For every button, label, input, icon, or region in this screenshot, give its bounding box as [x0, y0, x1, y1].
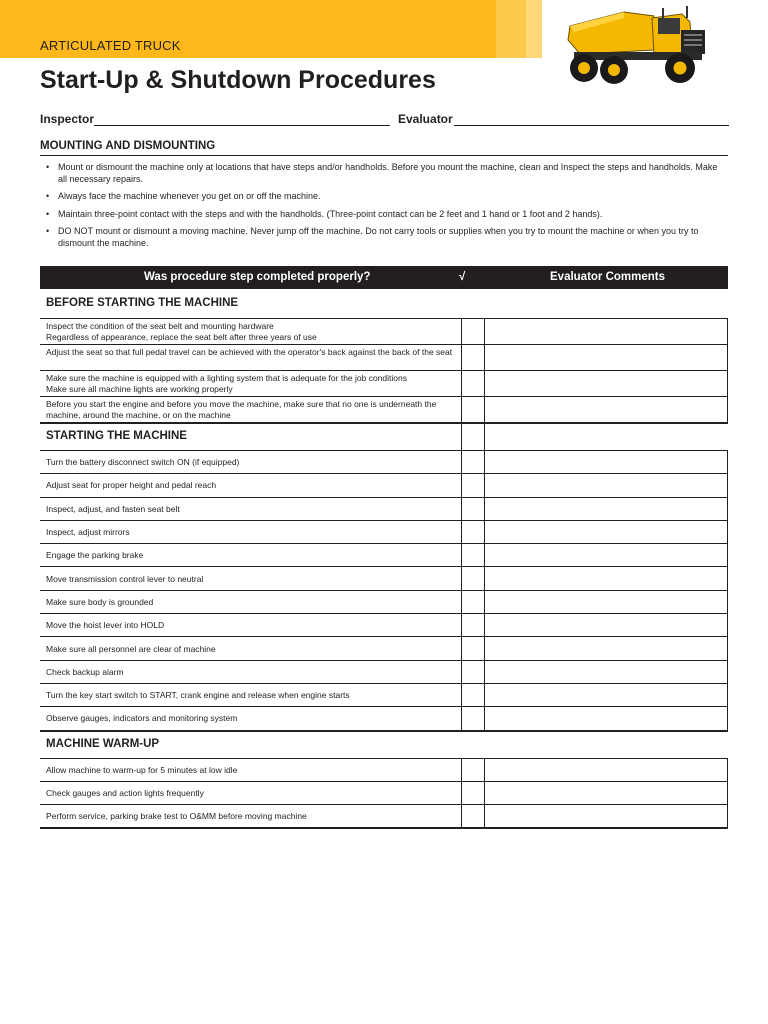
completed-checkbox[interactable] [462, 637, 484, 659]
evaluator-comments-field[interactable] [485, 451, 727, 473]
table-row [40, 396, 728, 422]
evaluator-comments-field[interactable] [485, 319, 727, 344]
procedure-step: Engage the parking brake [46, 550, 144, 561]
evaluator-label: Evaluator [398, 112, 453, 126]
completed-checkbox[interactable] [462, 782, 484, 804]
table-row [40, 758, 728, 781]
procedure-step: Adjust seat for proper height and pedal reach [46, 480, 217, 491]
column-header-check: √ [459, 271, 466, 283]
evaluator-comments-field[interactable] [485, 371, 727, 396]
evaluator-comments-field[interactable] [485, 614, 727, 636]
bullet-dot-icon: • [46, 162, 50, 172]
inspector-label: Inspector [40, 112, 95, 126]
bullet-dot-icon: • [46, 191, 50, 201]
evaluator-comments-field[interactable] [485, 661, 727, 683]
page-title: Start-Up & Shutdown Procedures [40, 66, 436, 94]
completed-checkbox[interactable] [462, 567, 484, 589]
header-stripe [526, 0, 542, 58]
procedure-step: Inspect the condition of the seat belt and mounting hardware Regardless of appearance, replace the seat belt after three years of use [46, 321, 317, 342]
procedure-step: Move the hoist lever into HOLD [46, 619, 165, 630]
completed-checkbox[interactable] [462, 684, 484, 706]
bullet-item: • Always face the machine whenever you get on or off the machine. [46, 191, 321, 201]
procedure-step: Allow machine to warm-up for 5 minutes at low idle [46, 764, 238, 775]
table-row [40, 781, 728, 804]
bullet-item: • Mount or dismount the machine only at locations that have steps and/or handholds. Before you mount the machine, clean and Inspect the steps and handholds. Make all necessary repairs. [46, 162, 718, 184]
completed-checkbox[interactable] [462, 397, 484, 422]
evaluator-comments-field[interactable] [485, 805, 727, 827]
table-row [40, 473, 728, 496]
completed-checkbox[interactable] [462, 345, 484, 370]
section-heading-mounting: MOUNTING AND DISMOUNTING [40, 140, 728, 156]
checklist-header [40, 266, 728, 289]
table-row [40, 497, 728, 520]
evaluator-field[interactable] [454, 125, 729, 126]
table-row [40, 590, 728, 613]
table-row [40, 543, 728, 566]
evaluator-comments-field[interactable] [485, 544, 727, 566]
procedure-step: Make sure body is grounded [46, 596, 154, 607]
procedure-step: Turn the battery disconnect switch ON (if equipped) [46, 456, 240, 467]
evaluator-comments-field[interactable] [485, 707, 727, 729]
table-row [40, 318, 728, 344]
inspector-field[interactable] [94, 125, 390, 126]
evaluator-comments-field[interactable] [485, 591, 727, 613]
bullet-item: • DO NOT mount or dismount a moving machine. Never jump off the machine. Do not carry tools or supplies when you try to mount the machine or when you try to dismount the machine. [46, 226, 699, 248]
evaluator-comments-field[interactable] [485, 345, 727, 370]
column-header-comments: Evaluator Comments [550, 271, 666, 283]
evaluator-comments-field[interactable] [485, 397, 727, 422]
completed-checkbox[interactable] [462, 661, 484, 683]
checklist-warmup [40, 758, 728, 829]
completed-checkbox[interactable] [462, 371, 484, 396]
doc-category: ARTICULATED TRUCK [40, 38, 181, 53]
table-row [40, 520, 728, 543]
evaluator-comments-field[interactable] [485, 498, 727, 520]
evaluator-comments-field[interactable] [485, 684, 727, 706]
completed-checkbox[interactable] [462, 498, 484, 520]
procedure-step: Adjust the seat so that full pedal travel can be achieved with the operator's back against the back of the seat [46, 347, 453, 357]
completed-checkbox[interactable] [462, 451, 484, 473]
procedure-step: Inspect, adjust, and fasten seat belt [46, 503, 180, 514]
evaluator-comments-field[interactable] [485, 637, 727, 659]
procedure-step: Before you start the engine and before you move the machine, make sure that no one is underneath the machine, around the machine, or on the machine [46, 399, 437, 420]
column-header-question: Was procedure step completed properly? [144, 271, 371, 283]
section-title-starting: STARTING THE MACHINE [46, 430, 187, 442]
header-stripe [496, 0, 526, 58]
procedure-step: Make sure the machine is equipped with a lighting system that is adequate for the job conditions Make sure all machine lights are working properly [46, 373, 407, 394]
articulated-truck-icon [562, 4, 712, 88]
section-title-warmup: MACHINE WARM-UP [46, 738, 160, 750]
table-row [40, 370, 728, 396]
table-row [40, 706, 728, 729]
evaluator-comments-field[interactable] [485, 474, 727, 496]
checklist-before [40, 318, 728, 424]
table-row [40, 660, 728, 683]
section-title-before: BEFORE STARTING THE MACHINE [46, 297, 239, 309]
completed-checkbox[interactable] [462, 319, 484, 344]
table-row [40, 683, 728, 706]
signature-row [40, 110, 730, 130]
completed-checkbox[interactable] [462, 521, 484, 543]
evaluator-comments-field[interactable] [485, 782, 727, 804]
evaluator-comments-field[interactable] [485, 759, 727, 781]
bullet-dot-icon: • [46, 226, 50, 236]
procedure-step: Turn the key start switch to START, crank engine and release when engine starts [46, 689, 350, 700]
table-row [40, 566, 728, 589]
completed-checkbox[interactable] [462, 707, 484, 729]
completed-checkbox[interactable] [462, 805, 484, 827]
table-row [40, 636, 728, 659]
procedure-step: Move transmission control lever to neutral [46, 573, 204, 584]
procedure-step: Check gauges and action lights frequently [46, 787, 204, 798]
procedure-step: Inspect, adjust mirrors [46, 526, 130, 537]
procedure-step: Observe gauges, indicators and monitoring system [46, 713, 238, 724]
bullet-item: • Maintain three-point contact with the steps and with the handholds. (Three-point contact can be 2 feet and 1 hand or 1 foot and 2 hands). [46, 208, 603, 219]
table-row [40, 450, 728, 473]
completed-checkbox[interactable] [462, 474, 484, 496]
procedure-step: Make sure all personnel are clear of machine [46, 643, 216, 654]
procedure-step: Perform service, parking brake test to O&MM before moving machine [46, 810, 307, 821]
checklist-starting [40, 450, 728, 732]
completed-checkbox[interactable] [462, 591, 484, 613]
bullet-dot-icon: • [46, 208, 50, 219]
evaluator-comments-field[interactable] [485, 521, 727, 543]
completed-checkbox[interactable] [462, 544, 484, 566]
procedure-step: Check backup alarm [46, 666, 124, 677]
completed-checkbox[interactable] [462, 759, 484, 781]
completed-checkbox[interactable] [462, 614, 484, 636]
table-row [40, 804, 728, 827]
table-row [40, 613, 728, 636]
table-row [40, 344, 728, 370]
mounting-bullets [44, 162, 728, 255]
evaluator-comments-field[interactable] [485, 567, 727, 589]
